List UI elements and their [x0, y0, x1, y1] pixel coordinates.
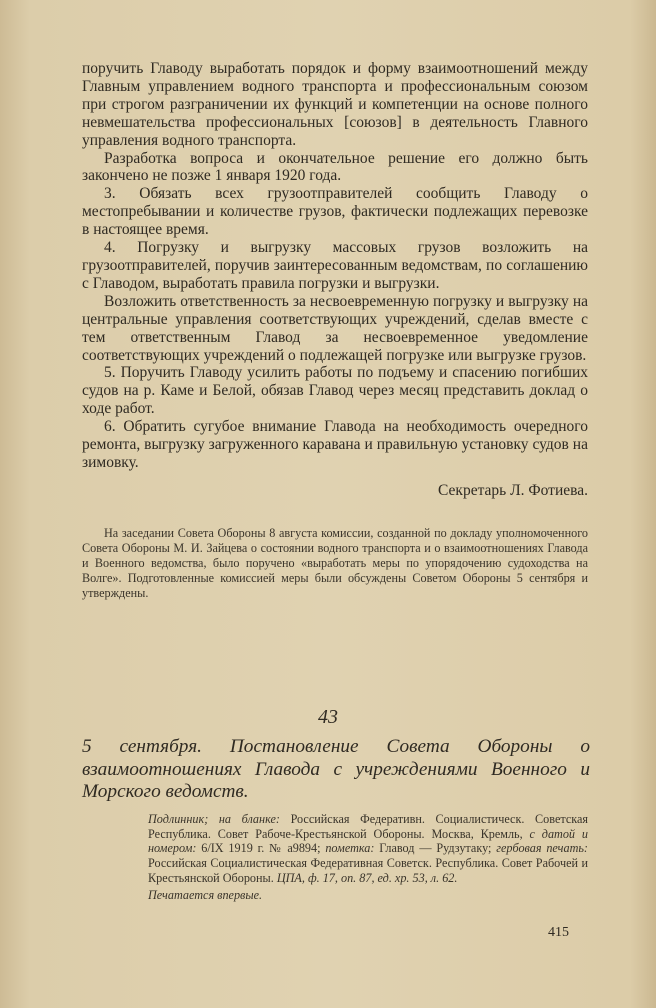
printed-note: Печатается впервые. — [148, 887, 263, 902]
source-label-date: с датой и номером: — [148, 826, 588, 856]
paragraph-deadline: Разработка вопроса и окончательное решение его должно быть закончено не позже 1 января 1920 года. — [82, 149, 588, 185]
source-text-original: Российская Федеративн. Социалистическ. Советская Республика. Совет Рабоче-Крестьянской Обороны. Москва, Кремль, — [148, 812, 588, 841]
page-number: 415 — [548, 925, 569, 940]
source-text-mark: Главод — Рудзутаку; — [374, 841, 497, 856]
signature: Секретарь Л. Фотиева. — [438, 481, 588, 499]
document-title: 5 сентября. Постановление Совета Обороны о взаимоотношениях Главода с учреждениями Военного и Морского ведомств. — [82, 736, 590, 802]
paragraph-item-3: 3. Обязать всех грузоотправителей сообщить Главоду о местопребывании и количестве грузов, фактически подлежащих перевозке в настоящее время. — [82, 185, 588, 239]
source-label-mark: пометка: — [325, 841, 375, 856]
archive-reference: ЦПА, ф. 17, оп. 87, ед. хр. 53, л. 62. — [276, 870, 458, 885]
main-text — [82, 60, 588, 500]
footnote: На заседании Совета Обороны 8 августа комиссии, созданной по докладу уполномоченного Совета Обороны М. И. Зайцева о состоянии водного транспорта и о взаимоотношениях Главода и Военного ведомства, было поручено «выработать меры по упорядочению судоходства на Волге». Подготовленные комиссией меры были обсуждены Советом Обороны 5 сентября и утверждены. — [82, 526, 588, 600]
source-info — [148, 812, 588, 902]
source-text-date: 6/IX 1919 г. № а9894; — [196, 841, 326, 856]
document-number: 43 — [318, 706, 338, 728]
source-label-seal: гербовая печать: — [496, 841, 588, 856]
paragraph-item-5: 5. Поручить Главоду усилить работы по подъему и спасению погибших судов на р. Каме и Белой, обязав Главод через месяц представить доклад о ходе работ. — [82, 364, 588, 418]
source-text-seal: Российская Социалистическая Федеративная Советск. Республика. Совет Рабочей и Крестьянской Обороны. — [148, 856, 588, 885]
paragraph-continuation: поручить Главоду выработать порядок и форму взаимоотношений между Главным управлением водного транспорта и профессиональным союзом при строгом разграничении их функций и компетенции на основе полного невмешательства профессиональных [союзов] в деятельность Главного управления водного транспорта. — [82, 60, 588, 149]
paragraph-responsibility: Возложить ответственность за несвоевременную погрузку и выгрузку на центральные управления соответствующих учреждений, сделав вместе с тем ответственным Главод за несвоевременное уведомление соответствующих учреждений о подлежащей погрузке или выгрузке грузов. — [82, 292, 588, 364]
paragraph-item-4: 4. Погрузку и выгрузку массовых грузов возложить на грузоотправителей, поручив заинтересованным ведомствам, по соглашению с Главодом, выработать правила погрузки и выгрузки. — [82, 239, 588, 292]
source-label-original: Подлинник; на бланке: — [148, 812, 280, 826]
paragraph-item-6: 6. Обратить сугубое внимание Главода на необходимость очередного ремонта, выгрузку загруженного каравана и правильную установку судов на зимовку. — [82, 418, 588, 471]
